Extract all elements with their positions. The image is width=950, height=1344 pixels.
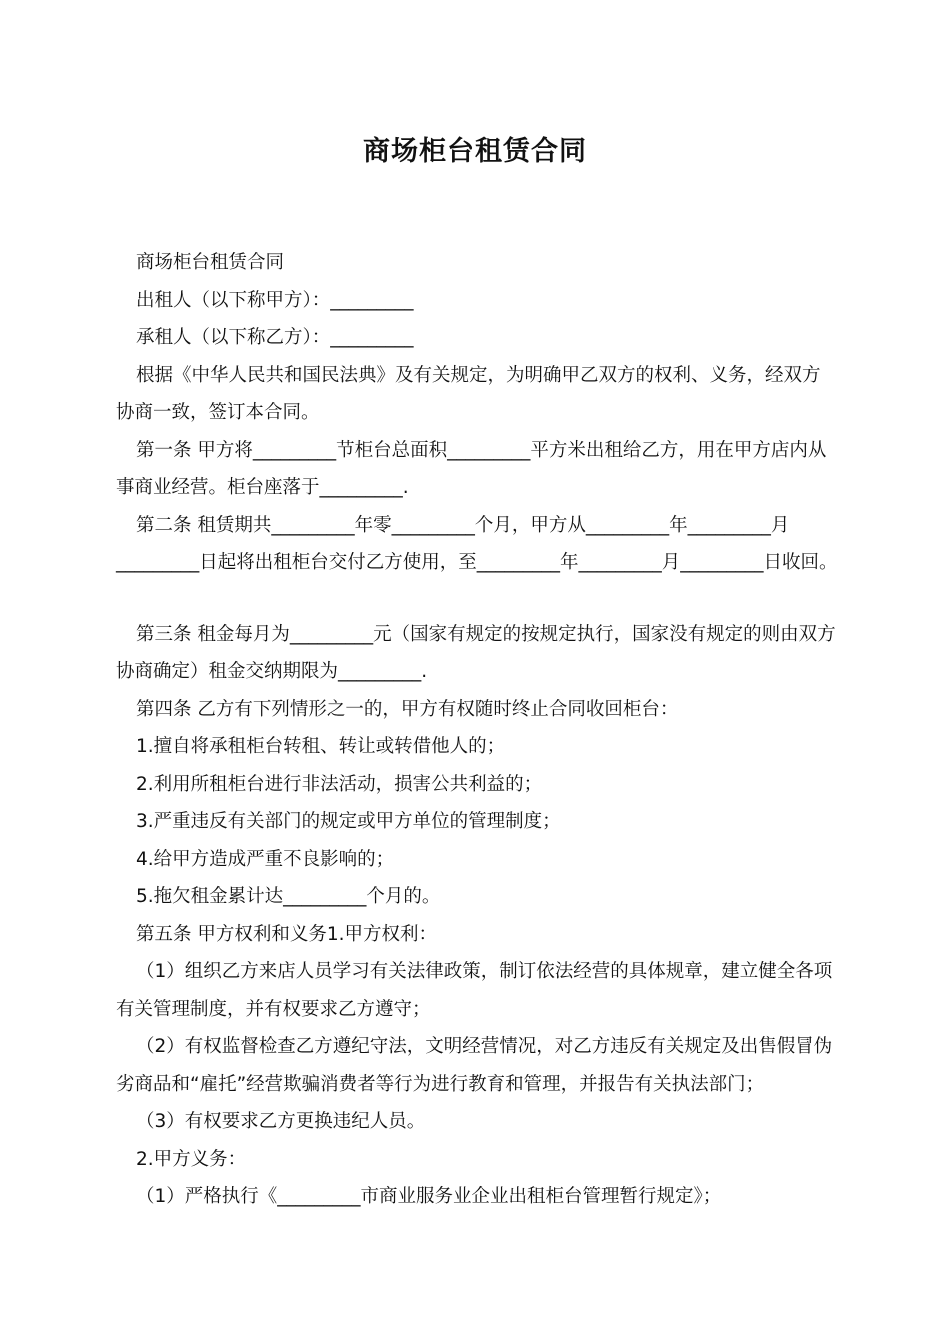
paragraph-article-4: 第四条 乙方有下列情形之一的，甲方有权随时终止合同收回柜台： — [136, 698, 679, 720]
list-item: （1）严格执行《_________市商业服务业企业出租柜台管理暂行规定》； — [136, 1186, 722, 1207]
list-item: 4.给甲方造成严重不良影响的； — [136, 848, 395, 870]
list-item: 3.严重违反有关部门的规定或甲方单位的管理制度； — [136, 811, 561, 832]
paragraph-article-3: 第三条 租金每月为_________元（国家有规定的按规定执行，国家没有规定的则由双方协商确定）租金交纳期限为_________. — [116, 623, 836, 682]
list-item: 5.拖欠租金累计达_________个月的。 — [136, 886, 441, 907]
paragraph-lessee: 承租人（以下称乙方）：_________ — [136, 327, 414, 348]
document-body — [116, 244, 838, 1216]
paragraph-article-5: 第五条 甲方权利和义务1.甲方权利： — [136, 923, 438, 945]
list-item: （1）组织乙方来店人员学习有关法律政策，制订依法经营的具体规章，建立健全各项有关管理制度，并有权要求乙方遵守； — [116, 961, 833, 1020]
paragraph-preamble: 根据《中华人民共和国民法典》及有关规定，为明确甲乙双方的权利、义务，经双方协商一致，签订本合同。 — [116, 364, 821, 423]
list-item: （2）有权监督检查乙方遵纪守法，文明经营情况，对乙方违反有关规定及出售假冒伪劣商品和“雇托”经营欺骗消费者等行为进行教育和管理，并报告有关执法部门； — [116, 1036, 833, 1095]
paragraph-article-2: 第二条 租赁期共_________年零_________个月，甲方从_________年_________月_________日起将出租柜台交付乙方使用，至_________年_________月_________日收回。 — [116, 514, 838, 573]
list-item: 2.利用所租柜台进行非法活动，损害公共利益的； — [136, 773, 543, 795]
paragraph-article-1: 第一条 甲方将_________节柜台总面积_________平方米出租给乙方，用在甲方店内从事商业经营。柜台座落于_________. — [116, 439, 827, 498]
paragraph-heading: 商场柜台租赁合同 — [136, 252, 285, 273]
paragraph-subheading: 2.甲方义务： — [136, 1148, 247, 1170]
paragraph-lessor: 出租人（以下称甲方）：_________ — [136, 289, 414, 311]
list-item: （3）有权要求乙方更换违纪人员。 — [136, 1111, 426, 1132]
paragraph-spacer — [116, 582, 838, 616]
document-title: 商场柜台租赁合同 — [363, 136, 587, 167]
list-item: 1.擅自将承租柜台转租、转让或转借他人的； — [136, 736, 506, 757]
